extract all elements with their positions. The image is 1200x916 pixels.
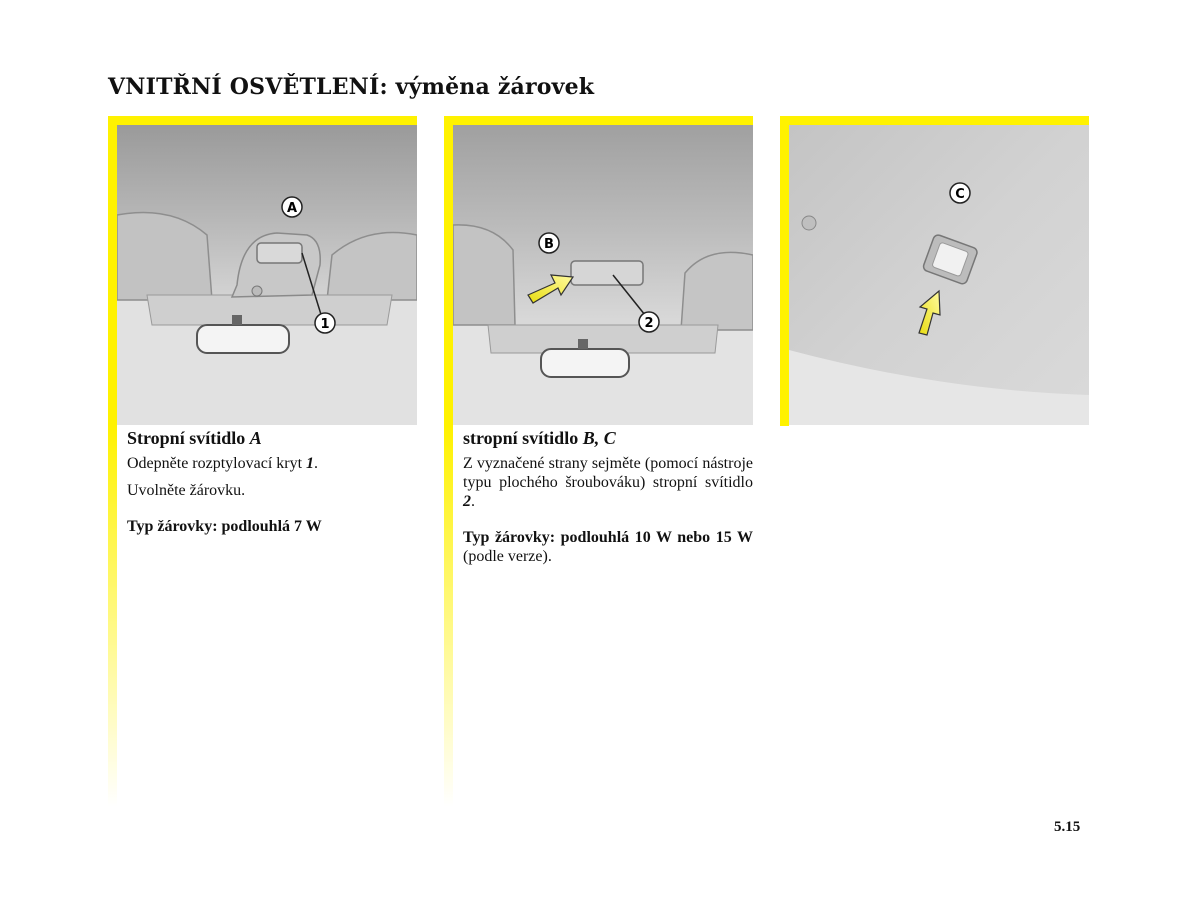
callout-a — [282, 197, 302, 217]
bulb-spec: Typ žárovky: podlouhlá 7 W — [127, 518, 322, 535]
photo-ceiling-light-a — [117, 125, 417, 425]
callout-c — [950, 183, 970, 203]
svg-text:C: C — [955, 187, 965, 202]
callout-1 — [315, 313, 335, 333]
instruction-1: Odepněte rozptylovací kryt 1. — [127, 455, 319, 472]
svg-text:1: 1 — [320, 317, 330, 332]
svg-text:A: A — [286, 201, 298, 216]
accent-fade — [444, 426, 453, 806]
svg-text:2: 2 — [644, 316, 654, 331]
section-ceiling-light-c — [780, 116, 1089, 426]
heading-letter: B, C — [582, 428, 616, 448]
section-heading: Stropní svítidlo A — [127, 428, 262, 448]
callout-2 — [639, 312, 659, 332]
section-text-bc — [463, 429, 753, 566]
page-title: VNITŘNÍ OSVĚTLENÍ: výměna žárovek — [108, 74, 595, 100]
instruction-2: Uvolněte žárovku. — [127, 482, 246, 499]
heading-letter: A — [249, 428, 262, 448]
section-ceiling-light-bc — [444, 116, 753, 806]
bulb-spec: Typ žárovky: podlouhlá 10 W nebo 15 W (podle verze). — [463, 529, 753, 565]
accent-fade — [108, 426, 117, 806]
photo-ceiling-light-b — [453, 125, 753, 425]
instruction-1: Z vyznačené strany sejměte (pomocí nástroje typu plochého šroubováku) stropní svítidlo 2. — [463, 455, 753, 510]
callout-b — [539, 233, 559, 253]
page-number: 5.15 — [1054, 819, 1081, 835]
section-ceiling-light-a — [108, 116, 417, 806]
svg-text:B: B — [544, 237, 554, 252]
photo-ceiling-light-c — [789, 125, 1089, 425]
section-text-a — [127, 429, 417, 536]
section-heading: stropní svítidlo B, C — [463, 428, 616, 448]
